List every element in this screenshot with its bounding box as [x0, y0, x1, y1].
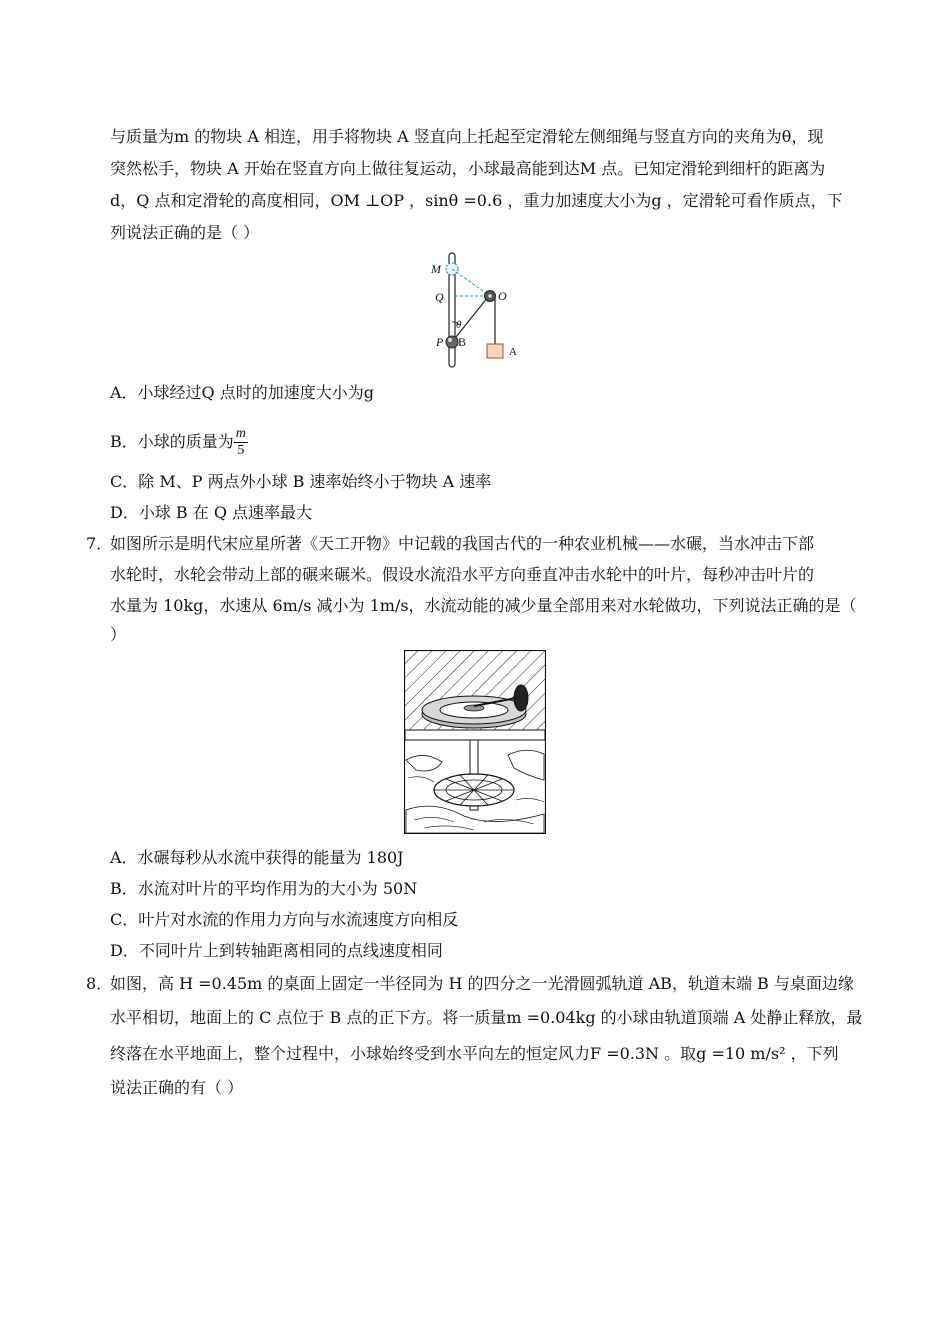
ball-b-highlight	[448, 338, 452, 342]
q7-stem-line-3: 水量为 10kg，水速从 6m/s 减小为 1m/s，水流动能的减少量全部用来对水轮做功，下列说法正确的是（	[110, 596, 857, 615]
q7-option-d: D．不同叶片上到转轴距离相同的点线速度相同	[110, 941, 443, 960]
fraction-denominator: 5	[237, 443, 245, 458]
q7-option-b: B．水流对叶片的平均作用为的大小为 50N	[110, 879, 418, 898]
q6-option-d: D．小球 B 在 Q 点速率最大	[110, 503, 313, 522]
q6-option-b-label: B．小球的质量为	[110, 432, 234, 451]
q7-water-mill-figure	[404, 650, 546, 834]
q7-stem-line-2: 水轮时，水轮会带动上部的碾来碾米。假设水流沿水平方向垂直冲击水轮中的叶片，每秒冲击叶片的	[110, 565, 815, 584]
dashed-line-mo	[452, 269, 490, 296]
q8-stem-line-3: 终落在水平地面上，整个过程中，小球始终受到水平向左的恒定风力F =0.3N 。取g =10 m/s² ，下列	[110, 1044, 839, 1063]
q6-option-b-fraction	[234, 426, 248, 459]
q7-number: 7．	[86, 534, 113, 553]
q7-stem-line-4: ）	[110, 625, 127, 644]
q8-number: 8．	[86, 974, 113, 993]
label-p: P	[436, 335, 444, 349]
q6-stem-line-1: 与质量为m 的物块 A 相连，用手将物块 A 竖直向上托起至定滑轮左侧细绳与竖直方向的夹角为θ，现	[110, 127, 824, 146]
label-b: B	[458, 335, 467, 349]
label-m: M	[431, 262, 441, 276]
block-a	[487, 344, 503, 358]
q6-option-c: C．除 M、P 两点外小球 B 速率始终小于物块 A 速率	[110, 472, 492, 491]
q8-stem-line-4: 说法正确的有（ ）	[110, 1078, 244, 1097]
label-q: Q	[435, 290, 444, 304]
roller-wheel	[514, 685, 528, 711]
q6-stem-line-4: 列说法正确的是（ ）	[110, 223, 260, 242]
fraction-numerator: m	[235, 426, 246, 441]
q6-option-a: A．小球经过Q 点时的加速度大小为g	[110, 383, 375, 402]
pulley-axle	[488, 294, 492, 298]
upper-floor	[405, 730, 545, 740]
q8-stem-line-2: 水平相切，地面上的 C 点位于 B 点的正下方。将一质量m =0.04kg 的小球由轨道顶端 A 处静止释放，最	[110, 1008, 863, 1027]
q7-option-a: A．水碾每秒从水流中获得的能量为 180J	[110, 848, 404, 867]
q8-stem-line-1: 如图，高 H =0.45m 的桌面上固定一半径同为 H 的四分之一光滑圆弧轨道 AB，轨道末端 B 与桌面边缘	[110, 974, 854, 993]
q7-stem-line-1: 如图所示是明代宋应星所著《天工开物》中记载的我国古代的一种农业机械——水碾，当水冲击下部	[110, 534, 815, 553]
q6-stem-line-3: d，Q 点和定滑轮的高度相同，OM ⊥OP ，sinθ =0.6 ，重力加速度大小为g ，定滑轮可看作质点，下	[110, 191, 843, 210]
label-a: A	[509, 346, 517, 358]
q6-option-b	[110, 426, 248, 459]
q6-stem-line-2: 突然松手，物块 A 开始在竖直方向上做往复运动，小球最高能到达M 点。已知定滑轮到细杆的距离为	[110, 159, 826, 178]
label-o: O	[498, 289, 507, 303]
ball-b	[446, 336, 458, 348]
label-theta: θ	[456, 319, 462, 331]
q7-option-c: C．叶片对水流的作用力方向与水流速度方向相反	[110, 910, 459, 929]
q6-pulley-figure	[425, 250, 535, 370]
